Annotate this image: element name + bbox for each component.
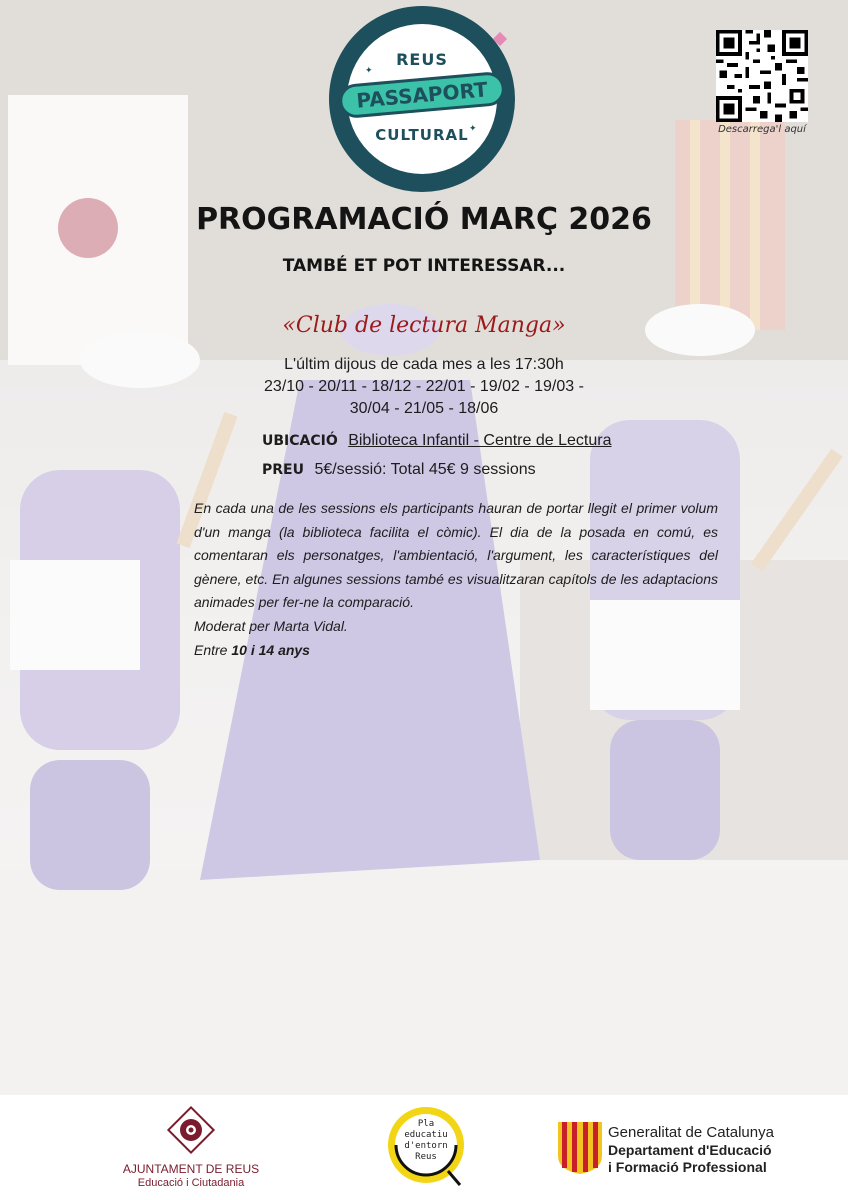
logo-top-text: REUS [396, 50, 448, 69]
star-icon: ✦ [365, 66, 373, 76]
passaport-cultural-logo [329, 6, 515, 192]
location-row [262, 432, 611, 450]
pla-line: d'entorn [404, 1141, 448, 1151]
pla-educatiu-text [394, 1119, 458, 1163]
event-schedule [0, 354, 848, 420]
ajuntament-rose-icon [165, 1104, 217, 1156]
qr-caption: Descarrega'l aquí [718, 124, 806, 135]
footer [0, 1095, 848, 1200]
location-label: UBICACIÓ [262, 433, 338, 449]
age-range [194, 639, 718, 663]
logo-bottom-text: CULTURAL [375, 126, 469, 144]
event-title: «Club de lectura Manga» [282, 313, 566, 338]
generalitat-department: Departament d'Educació [608, 1142, 772, 1158]
pla-line: Pla [417, 1119, 435, 1129]
generalitat-flag-icon [558, 1122, 602, 1174]
generalitat-name: Generalitat de Catalunya [608, 1124, 774, 1141]
pla-line: Reus [415, 1152, 437, 1162]
location-link[interactable]: Biblioteca Infantil - Centre de Lectura [348, 432, 612, 449]
age-prefix: Entre [194, 641, 228, 658]
page-subtitle: TAMBÉ ET POT INTERESSAR... [282, 256, 566, 276]
description-text: En cada una de les sessions els participants hauran de portar llegit el primer volum d'un manga (la biblioteca facilita el còmic). El dia de la posada en comú, es comentaran els personatges, l'ambientació, l'argument, les característiques del gènere, etc. En algunes sessions també es visualitzaran capítols de les adaptacions animades per fer-ne la comparació. [194, 500, 718, 611]
logo-band-text: PASSAPORT [338, 71, 506, 119]
event-description [194, 497, 718, 662]
moderator-text: Moderat per Marta Vidal. [194, 617, 348, 634]
schedule-dates: 23/10 - 20/11 - 18/12 - 22/01 - 19/02 - 19/03 - [264, 378, 584, 395]
schedule-line: L'últim dijous de cada mes a les 17:30h [284, 356, 564, 373]
age-value: 10 i 14 anys [231, 641, 310, 658]
qr-code[interactable] [716, 30, 808, 122]
price-label: PREU [262, 462, 304, 478]
pla-line: educatiu [404, 1130, 448, 1140]
generalitat-department-2: i Formació Professional [608, 1159, 767, 1175]
ajuntament-name: AJUNTAMENT DE REUS [122, 1162, 260, 1176]
price-value: 5€/sessió: Total 45€ 9 sessions [314, 461, 536, 478]
schedule-dates: 30/04 - 21/05 - 18/06 [349, 400, 499, 417]
page-title: PROGRAMACIÓ MARÇ 2026 [196, 202, 652, 237]
star-icon: ✦ [469, 124, 477, 134]
price-row [262, 461, 536, 479]
ajuntament-department: Educació i Ciutadania [137, 1177, 245, 1189]
